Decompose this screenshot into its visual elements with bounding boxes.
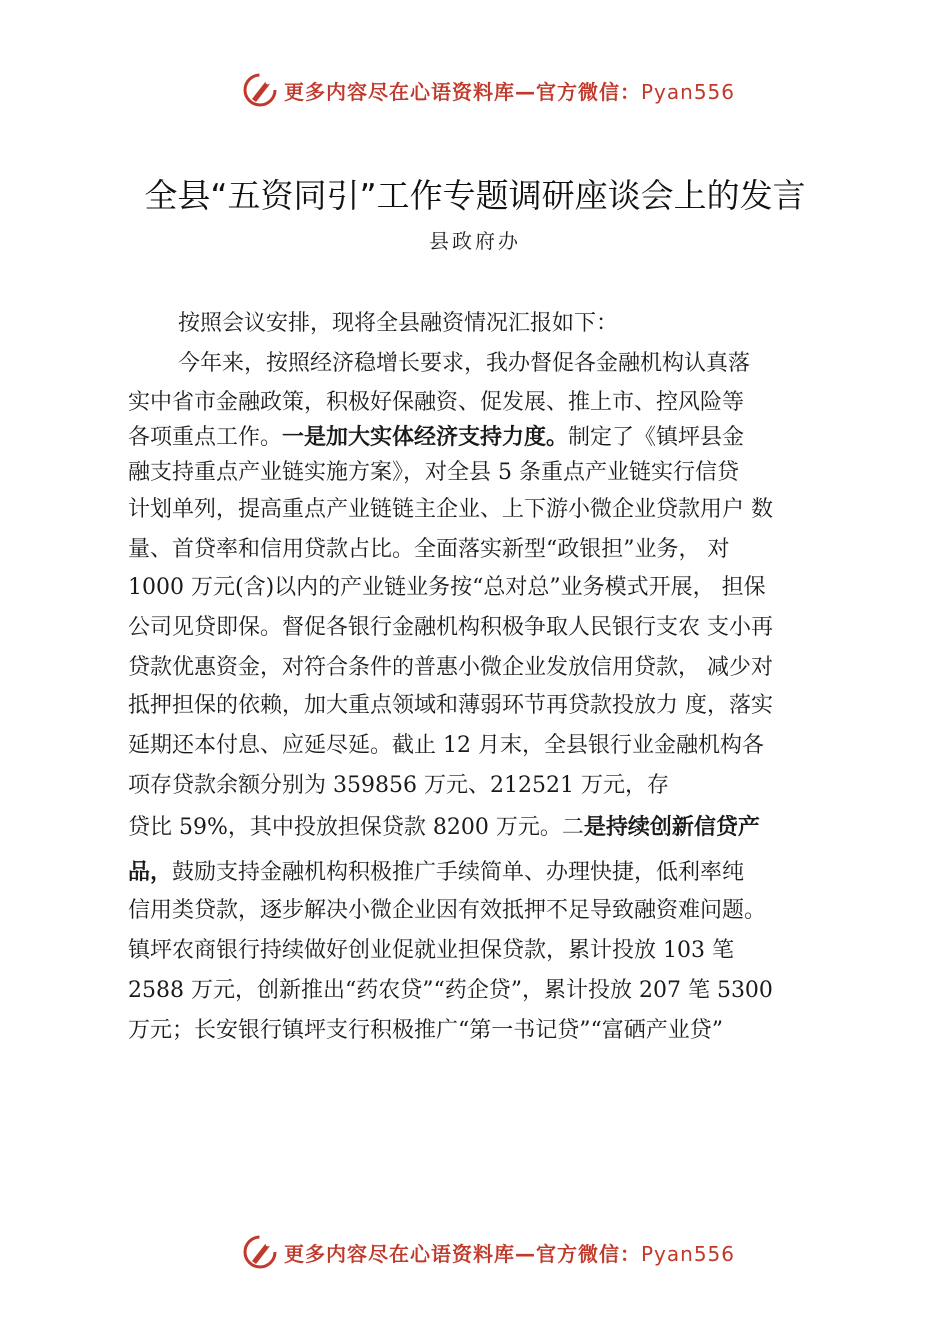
body-line [128,688,773,719]
watermark-text: 更多内容尽在心语资料库—官方微信： [284,79,641,104]
body-text: 按照会议安排，现将全县融资情况汇报如下： [178,311,619,336]
body-line [128,385,744,416]
body-text: 今年来，按照经济稳增长要求，我办督促各金融机构认真落 [178,351,751,376]
body-line [128,768,669,799]
body-text: 抵押担保的依赖，加大重点领域和薄弱环节再贷款投放力 度，落实 [128,693,773,718]
body-text: 鼓励支持金融机构积极推广手续简单、办理快捷，低利率纯 [172,860,745,885]
body-line [128,728,764,759]
body-text: 信用类贷款，逐步解决小微企业因有效抵押不足导致融资难问题。 [128,898,767,923]
body-text: 贷款优惠资金，对符合条件的普惠小微企业发放信用贷款， 减少对 [128,655,773,680]
body-text: 融支持重点产业链实施方案》，对全县 5 条重点产业链实行信贷 [128,460,739,485]
body-line [128,855,744,886]
body-text: 量、首贷率和信用贷款占比。全面落实新型“政银担”业务， 对 [128,537,730,562]
body-text: 1000 万元(含)以内的产业链业务按“总对总”业务模式开展， 担保 [128,575,766,600]
body-text: 2588 万元，创新推出“药农贷”“药企贷”，累计投放 207 笔 5300 [128,978,773,1003]
watermark-id: Pyan556 [641,79,736,104]
pen-logo-icon [242,72,278,108]
body-text: 计划单列，提高重点产业链链主企业、上下游小微企业贷款用户 数 [128,497,773,522]
pen-logo-icon [242,1234,278,1270]
body-line [128,610,773,641]
body-line [128,570,766,601]
body-text: 制定了《镇坪县金 [568,425,745,450]
body-line [178,306,618,337]
page-title: 全县“五资同引”工作专题调研座谈会上的发言 [144,176,806,215]
bold-heading-text: 是持续创新信贷产 [583,815,760,840]
body-line [128,933,734,964]
body-line [128,532,730,563]
body-line [128,650,773,681]
bold-heading-text: 品， [128,860,173,885]
body-line [128,1013,723,1044]
body-line [178,346,750,377]
body-line [128,973,773,1004]
body-line [128,492,773,523]
body-line [128,455,739,486]
body-text: 项存贷款余额分别为 359856 万元、212521 万元，存 [128,773,669,798]
body-line [128,420,744,451]
body-text: 万元；长安银行镇坪支行积极推广“第一书记贷”“富硒产业贷” [128,1018,723,1043]
watermark-text: 更多内容尽在心语资料库—官方微信： [284,1241,641,1266]
body-text: 各项重点工作。 [128,425,283,450]
body-text: 贷比 59%，其中投放担保贷款 8200 万元。二 [128,815,584,840]
page-subtitle: 县政府办 [429,229,521,253]
body-line [128,810,760,841]
bold-heading-text: 一是加大实体经济支持力度。 [282,425,569,450]
body-text: 镇坪农商银行持续做好创业促就业担保贷款，累计投放 103 笔 [128,938,734,963]
watermark-id: Pyan556 [641,1241,736,1266]
body-line [128,893,766,924]
body-text: 实中省市金融政策，积极好保融资、促发展、推上市、控风险等 [128,390,745,415]
body-text: 公司见贷即保。督促各银行金融机构积极争取人民银行支农 支小再 [128,615,773,640]
body-text: 延期还本付息、应延尽延。截止 12 月末，全县银行业金融机构各 [128,733,764,758]
watermark-banner-top [0,70,950,110]
watermark-banner-bottom [0,1232,950,1272]
